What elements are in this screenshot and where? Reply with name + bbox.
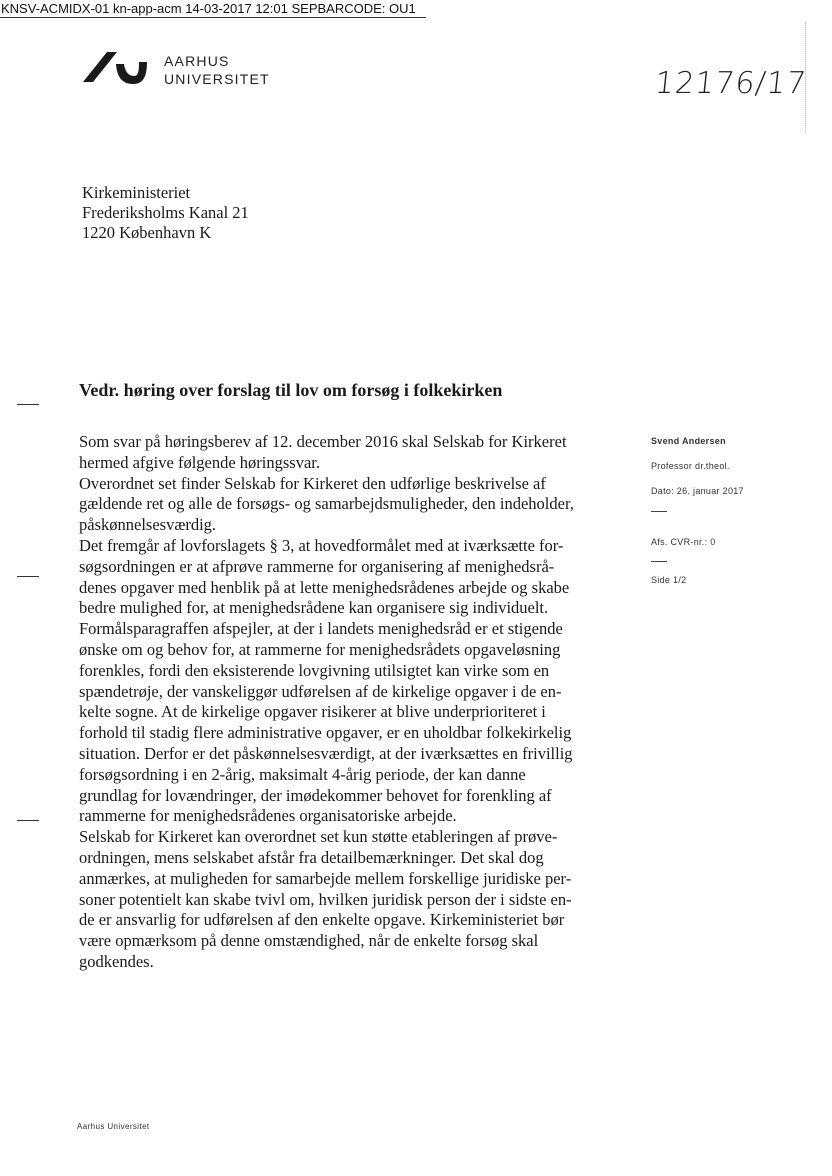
sender-cvr: Afs. CVR-nr.: 0 <box>651 537 716 547</box>
letter-heading: Vedr. høring over forslag til lov om forsøg i folkekirken <box>79 380 503 400</box>
recipient-street: Frederiksholms Kanal 21 <box>82 203 249 222</box>
body-line: anmærkes, at muligheden for samarbejde mellem forskellige juridiske per- <box>79 868 572 888</box>
fold-mark <box>17 404 39 405</box>
footer: Aarhus Universitet <box>77 1122 150 1131</box>
body-line: spændetrøje, der vanskeliggør udførelsen af de kirkelige opgaver i de en- <box>79 681 562 701</box>
body-line: Overordnet set finder Selskab for Kirkeret den udførlige beskrivelse af <box>79 473 546 493</box>
body-line: Formålsparagraffen afspejler, at der i landets menighedsråd er et stigende <box>79 619 563 639</box>
body-line: Som svar på høringsberev af 12. december 2016 skal Selskab for Kirkeret <box>79 432 567 451</box>
logo-line-1: AARHUS <box>164 53 230 69</box>
letter-date: Dato: 26. januar 2017 <box>651 486 744 496</box>
page-number: Side 1/2 <box>651 575 687 585</box>
logo-line-2: UNIVERSITET <box>164 71 270 87</box>
fold-mark <box>17 576 39 577</box>
separator <box>651 561 667 562</box>
body-line: forsøgsordning i en 2-årig, maksimalt 4-årig periode, der kan danne <box>79 764 526 784</box>
body-line: denes opgaver med henblik på at lette menighedsrådenes arbejde og skabe <box>79 577 570 597</box>
body-line: godkendes. <box>79 951 154 971</box>
body-line: søgsordningen er at afprøve rammerne for organisering af menighedsrå- <box>79 556 555 576</box>
recipient-city: 1220 København K <box>82 223 212 242</box>
fax-header: KNSV-ACMIDX-01 kn-app-acm 14-03-2017 12:01 SEPBARCODE: OU1 <box>0 0 426 18</box>
body-line: grundlag for lovændringer, der imødekommer behovet for forenkling af <box>79 785 552 805</box>
body-line: soner potentielt kan skabe tvivl om, hvilken juridisk person der i sidste en- <box>79 889 572 909</box>
sender-title: Professor dr.theol. <box>651 461 730 471</box>
body-line: forhold til stadig flere administrative opgaver, er en uholdbar folkekirkelig <box>79 723 572 743</box>
recipient-name: Kirkeministeriet <box>82 183 191 202</box>
body-line: situation. Derfor er det påskønnelsesværdigt, at der iværksættes en frivillig <box>79 743 573 763</box>
fold-mark <box>17 820 39 821</box>
body-line: rammerne for menighedsrådenes organisatoriske arbejde. <box>79 806 457 826</box>
body-line: ønske om og behov for, at rammerne for menighedsrådets opgaveløsning <box>79 639 561 659</box>
body-line: forenkles, fordi den eksisterende lovgivning utilsigtet kan virke som en <box>79 660 550 680</box>
body-line: ordningen, mens selskabet afstår fra detailbemærkninger. Det skal dog <box>79 847 544 867</box>
recipient-address <box>82 183 249 243</box>
body-line: de er ansvarlig for udførelsen af den enkelte opgave. Kirkeministeriet bør <box>79 910 565 930</box>
sender-name: Svend Andersen <box>651 436 726 446</box>
body-line: kelte sogne. At de kirkelige opgaver risikerer at blive underprioriteret i <box>79 702 546 722</box>
body-line: Det fremgår af lovforslagets § 3, at hovedformålet med at iværksætte for- <box>79 535 564 555</box>
university-logo-icon <box>83 50 153 90</box>
body-line: Selskab for Kirkeret kan overordnet set kun støtte etableringen af prøve- <box>79 827 558 847</box>
letter-body <box>79 432 639 973</box>
body-line: være opmærksom på denne omstændighed, når de enkelte forsøg skal <box>79 931 539 951</box>
separator <box>651 511 667 512</box>
body-line: hermed afgive følgende høringssvar. <box>79 452 321 472</box>
body-line: bedre mulighed for, at menighedsrådene kan organisere sig individuelt. <box>79 598 549 618</box>
journal-number: 12176/17 <box>653 66 809 101</box>
body-line: påskønnelsesværdig. <box>79 515 217 535</box>
body-line: gældende ret og alle de forsøgs- og samarbejdsmuligheder, den indeholder, <box>79 494 574 514</box>
university-logo <box>83 50 283 94</box>
logo-text <box>164 52 270 88</box>
